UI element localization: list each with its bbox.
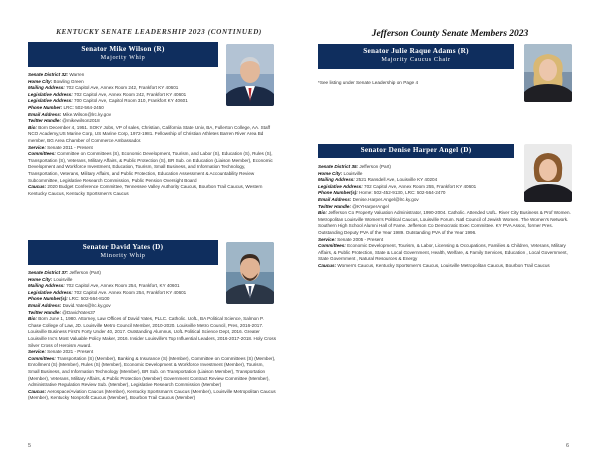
member-header-adams — [318, 44, 514, 69]
member-note-adams: *See listing under Senate Leadership on Page 4 — [318, 80, 419, 85]
member-name: Senator Julie Raque Adams (R) — [363, 47, 469, 55]
member-header-wilson — [28, 42, 218, 67]
member-name: Senator Denise Harper Angel (D) — [360, 146, 472, 154]
member-bio-wilson: Senate District 32: Warren Home City: Bowling Green Mailing Address: 702 Capitol Ave, Annex Room 242, Frankfort KY 40601 Legislative Address: 702 Capitol Ave, Annex Room 242, Frankfort KY 40601 Legislative Address: 700 Capitol Ave, Capitol Room 310, Frankfort KY 40601 Phone Number: LRC: 502-564-2450 Email Address: Mike.Wilson@lrc.ky.gov Twitter Handle: @mikewilson2018 Bio: Born December 4, 1951. SOKY Jobs, VP of sales, Christian, California State Univ, BA, Fullerton College, AA. Staff NCO Academy,US Marine Corp, US Marine Corp, 1972-1981. Fellowship of Christian Athletes Barren River Area Bd member, BG Area Chamber of Commerce Ambassador. Service: Senate 2011 - Present Committees: Committee on Committees (S), Economic Development, Tourism, and Labor (S), Education (S), Rules (S), Transportation (S), Veterans, Military Affairs, & Public Protection (S), BR Sub. on Education (Liaison Member), Economic Development and Workforce Investment, Education, Tourism, Small Business, and Information Technology, Transportation, Veterans, Military Affairs, and Public Protection, Education Assessment & Accountability Review Subcommittee, Legislative Research Commission, Public Pension Oversight Board Caucus: 2020 Budget Conference Committee, Tennessee Valley Authority Caucus, Bourbon Trail Caucus, Western Kentucky Caucus, Kentucky Sportsmen's Caucus — [28, 72, 273, 196]
member-header-yates — [28, 240, 218, 265]
running-head: KENTUCKY SENATE LEADERSHIP 2023 (CONTINUED) — [56, 28, 262, 36]
member-bio-yates: Senate District 37: Jefferson (Part) Home City: Louisville Mailing Address: 702 Capitol Ave, Annex Room 254, Frankfort, KY 40601 Legislative Address: 702 Capitol Ave. Annex Room 254, Frankfort KY 40601 Phone Number(s): LRC: 502-564-8100 Email Address: David.Yates@lrc.ky.gov Twitter Handle: @DavidYates37 Bio: Born June 1, 1980. Attorney, Law Offices of David Yates, PLLC. Catholic. UofL, BA Political Science, Salmon P. Chase College of Law, JD. Louisville Metro Council Member, 2010-2020. Louisville Metro Council, Pres, 2016-2017. Louisville Business First's Forty Under 40, 2017. Outstanding Alumnus, UofL Political Science Dept, 2016. Greater Louisville Inc's Most Valuable Policy Maker, 2016. Insider Louisville's Top Influential Leaders, 2016-2017-2018. Holy Cross Silver Cross of Heroism Award. Service: Senate 2021 - Present Committees: Transportation (S) (Member), Banking & Insurance (S) (Member), Committee on Committees (S) (Member), Enrollment (S) (Member), Rules (S) (Member), Economic Development & Workforce Investment (Member), Tourism, Small Business, and Information Technology (Member), BR Sub. on Transportation (Liaison Member), Transportation (Member), Veterans, Military Affairs, & Public Protection (Member) Government Contract Review Committee (Member), Administrative Regulation Review Sub. (Member), Legislative Research Commission (Member) Caucus: Aerospace/Aviation Caucus (Member), Kentucky Sportsman's Caucus (Member), Louisville Metropolitan Caucus (Member), Kentucky Nonprofit Caucus (Member), Bourbon Trail Caucus (Member) — [28, 270, 276, 401]
member-photo-adams — [524, 44, 572, 102]
member-header-angel — [318, 144, 514, 158]
page-title: Jefferson County Senate Members 2023 — [371, 29, 529, 39]
page-number-right: 6 — [566, 443, 570, 449]
member-name: Senator David Yates (D) — [82, 243, 164, 251]
member-name: Senator Mike Wilson (R) — [81, 45, 165, 53]
member-role: Majority Whip — [100, 54, 146, 61]
member-role: Majority Caucus Chair — [381, 56, 451, 63]
page-number-left: 5 — [28, 443, 32, 449]
member-role: Minority Whip — [100, 252, 146, 259]
member-bio-angel: Senate District 35: Jefferson (Part) Home City: Louisville Mailing Address: 2521 Ransdell Ave, Louisville KY 40204 Legislative Address: 702 Capitol Ave, Annex Room 255, Frankfort KY 40601 Phone Number(s): Home: 502-452-9130, LRC: 502-564-2470 Email Address: Denise.Harper.Angel@lrc.ky.gov Twitter Handle: @KYHarperAngel Bio: Jefferson Co Property Valuation Administrator, 1990-2004. Catholic. Attended UofL. River City Business & Prof Women. Metropolitan Louisville Women's Political Caucus, Louisville Forum. Natl Council of Jewish Women. The Women's Network. Southern High School Alumni Hall of Fame. Jefferson Co Democratic Exec Committee. KY PVA Assoc, former Pres. Outstanding Deputy PVA of the Year 1989. Outstanding PVA of the Year 1996. Service: Senate 2005 - Present Committees: Economic Development, Tourism, & Labor, Licensing & Occupations, Families & Children, Veterans, Military Affairs, & Public Protection, State & Local Government, Health, Welfare, & Family Services, Education , Local Government, State Government , Natural Resources & Energy Caucus: Women's Caucus, Kentucky Sportsmen's Caucus, Louisville Metropolitan Caucus, Bourbon Trail Caucus — [318, 164, 571, 268]
